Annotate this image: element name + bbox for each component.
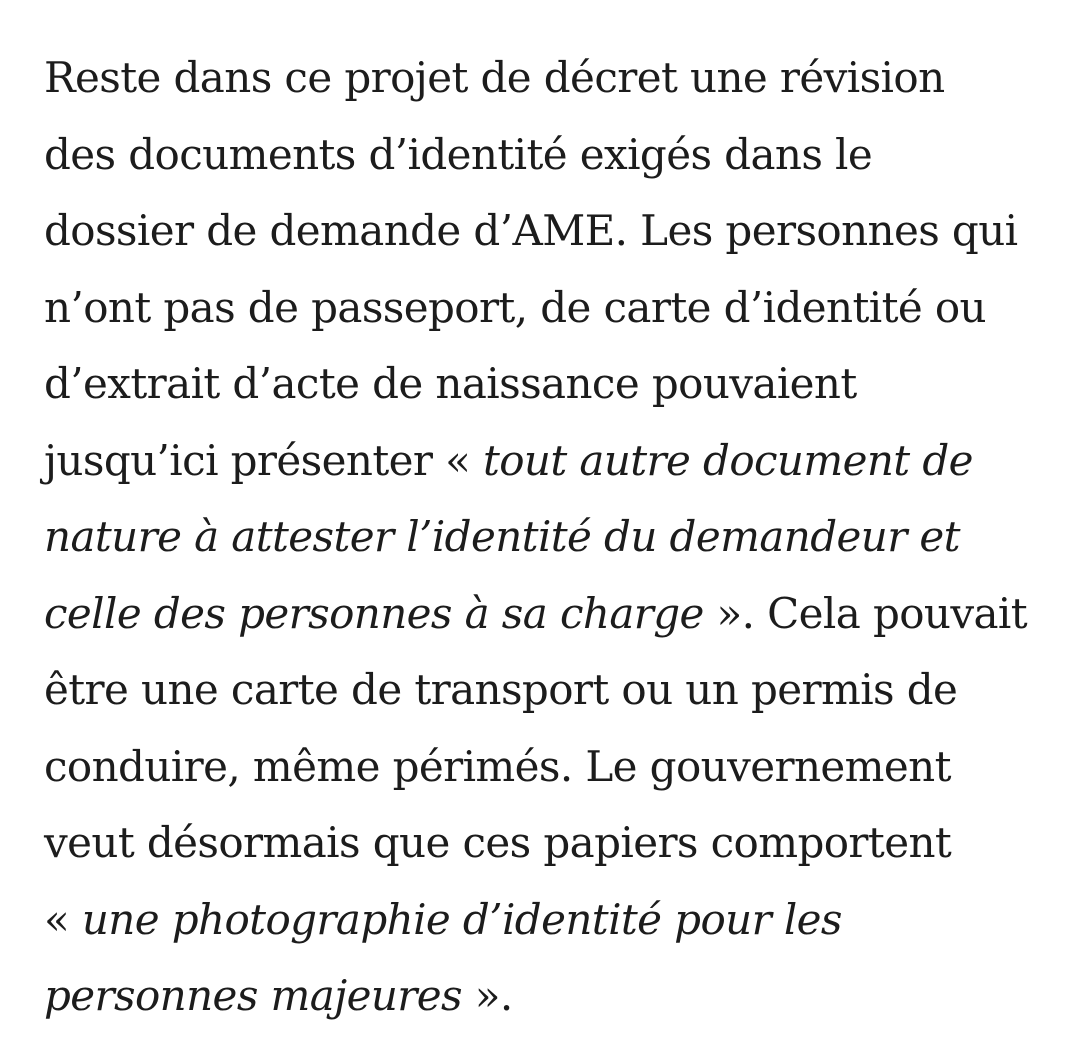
text-run: « <box>44 894 82 944</box>
text-run: ». Cela pouvait <box>703 588 1028 638</box>
paragraph-line <box>44 958 1064 1035</box>
quoted-text: une photographie d’identité pour les <box>81 894 842 944</box>
paragraph-line <box>44 40 1064 117</box>
text-run: des documents d’identité exigés dans le <box>44 129 873 179</box>
paragraph-line <box>44 423 1064 500</box>
paragraph-line <box>44 576 1064 653</box>
paragraph-line <box>44 346 1064 423</box>
paragraph-line <box>44 882 1064 959</box>
text-run: être une carte de transport ou un permis de <box>44 665 958 714</box>
paragraph-line <box>44 270 1064 347</box>
text-run: conduire, même périmés. Le gouvernement <box>44 741 951 791</box>
text-run: Reste dans ce projet de décret une révision <box>44 53 945 102</box>
quoted-text: personnes majeures <box>44 971 462 1020</box>
text-run: ». <box>462 971 513 1020</box>
text-run: d’extrait d’acte de naissance pouvaient <box>44 359 857 408</box>
article-paragraph <box>44 40 1064 1035</box>
text-run: n’ont pas de passeport, de carte d’identité ou <box>44 282 987 332</box>
text-run: dossier de demande d’AME. Les personnes qui <box>44 206 1018 255</box>
paragraph-line <box>44 729 1064 806</box>
quoted-text: tout autre document de <box>482 435 973 485</box>
paragraph-line <box>44 193 1064 270</box>
paragraph-line <box>44 652 1064 729</box>
paragraph-line <box>44 805 1064 882</box>
paragraph-line <box>44 117 1064 194</box>
paragraph-line <box>44 499 1064 576</box>
text-run: veut désormais que ces papiers comportent <box>44 818 952 867</box>
text-run: jusqu’ici présenter « <box>44 435 483 485</box>
quoted-text: celle des personnes à sa charge <box>44 588 704 638</box>
quoted-text: nature à attester l’identité du demandeur et <box>44 512 960 561</box>
